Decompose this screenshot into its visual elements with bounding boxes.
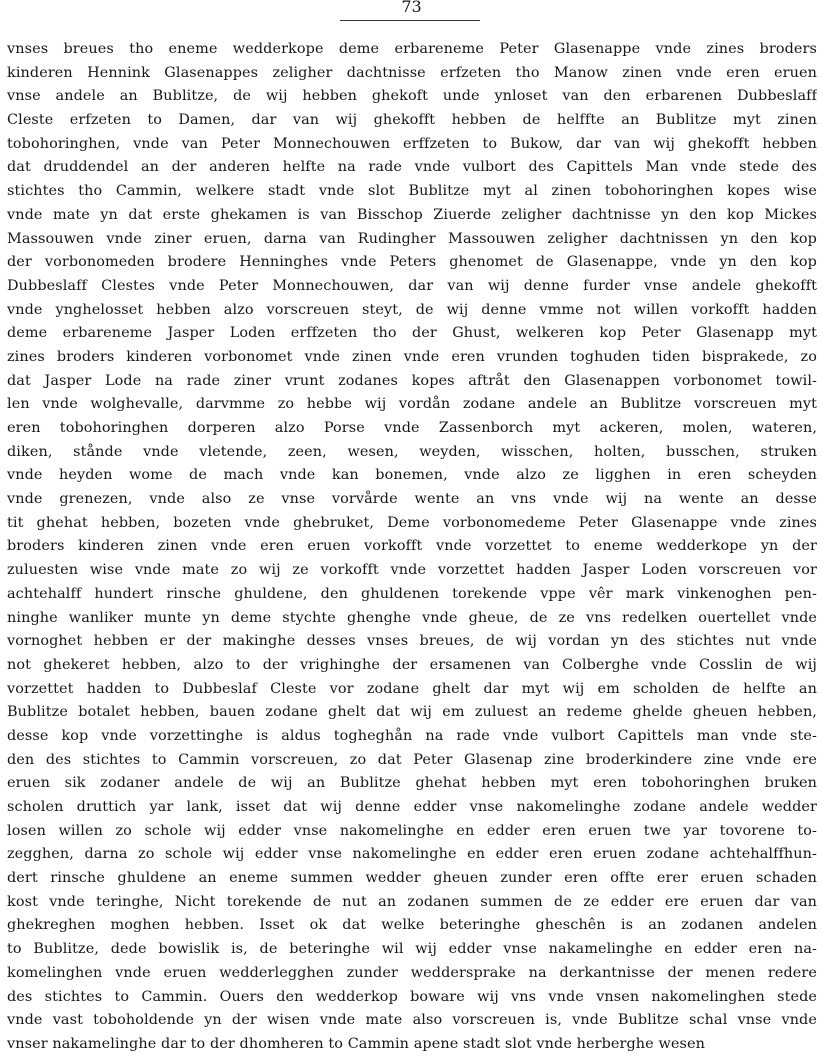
text-line: losen willen zo schole wij edder vnse nakomelinghe en edder eren eruen twe yar tovorene to-	[7, 822, 817, 839]
text-line: kinderen Hennink Glasenappes zeligher dachtnisse erfzeten tho Manow zinen vnde eren eruen	[7, 64, 817, 81]
text-line: dat Jasper Lode na rade ziner vrunt zodanes kopes aftråt den Glasenappen vorbonomet towil-	[7, 372, 817, 389]
header-rule	[340, 20, 480, 21]
text-line: vnde mate yn dat erste ghekamen is van Bisschop Ziuerde zeligher dachtnisse yn den kop Mickes	[7, 206, 817, 223]
text-line: vnses breues tho eneme wedderkope deme erbareneme Peter Glasenappe vnde zines broders	[7, 41, 817, 57]
text-line: zuluesten wise vnde mate zo wij ze vorkofft vnde vorzettet hadden Jasper Loden vorscreuen vor	[7, 562, 817, 579]
text-line: vnse andele an Bublitze, de wij hebben ghekoft unde ynloset van den erbarenen Dubbeslaff	[7, 88, 817, 105]
text-line: stichtes tho Cammin, welkere stadt vnde slot Bublitze myt al zinen tobohoringhen kopes wise	[7, 183, 817, 200]
text-line: vnde ynghelosset hebben alzo vorscreuen steyt, de wij denne vmme not willen vorkofft hadden	[7, 301, 817, 318]
text-line: to Bublitze, dede bowislik is, de beteringhe wil wij edder vnse nakamelinghe en edder eren na-	[7, 941, 817, 958]
text-line: vnde grenezen, vnde also ze vnse vorvårde wente an vns vnde wij na wente an desse	[7, 491, 817, 508]
text-line: eren tobohoringhen dorperen alzo Porse vnde Zassenborch myt ackeren, molen, wateren,	[7, 420, 817, 436]
text-line: ninghe wanliker munte yn deme stychte ghenghe vnde gheue, de ze vns redelken ouertellet vnde	[7, 609, 817, 626]
text-line: tobohoringhen, vnde van Peter Monnechouwen erffzeten to Bukow, dar van wij ghekofft hebben	[7, 135, 817, 152]
text-line: den des stichtes to Cammin vorscreuen, zo dat Peter Glasenap zine broderkindere zine vnde ere	[7, 751, 817, 768]
text-line: scholen druttich yar lank, isset dat wij denne edder vnse nakomelinghe zodane andele wedder	[7, 799, 817, 815]
text-line: zines broders kinderen vorbonomet vnde zinen vnde eren vrunden toghuden tiden bisprakede, zo	[7, 348, 817, 365]
text-line: desse kop vnde vorzettinghe is aldus togheghån na rade vnde vulbort Capittels man vnde ste-	[7, 727, 817, 744]
text-line: kost vnde teringhe, Nicht torekende de nut an zodanen summen de ze edder ere eruen dar van	[7, 893, 817, 910]
text-line: komelinghen vnde eruen wedderlegghen zunder weddersprake na derkantnisse der menen redere	[7, 964, 817, 981]
text-line: Dubbeslaff Clestes vnde Peter Monnechouwen, dar van wij denne furder vnse andele ghekofft	[7, 277, 817, 294]
text-line: der vorbonomeden brodere Henninghes vnde Peters ghenomet de Glasenappe, vnde yn den kop	[7, 254, 817, 271]
text-line: zegghen, darna zo schole wij edder vnse nakomelinghe en edder eren eruen zodane achtehalffhun-	[7, 846, 817, 863]
text-line: broders kinderen zinen vnde eren eruen vorkofft vnde vorzettet to eneme wedderkope yn der	[7, 538, 817, 555]
body-text	[7, 38, 817, 1057]
text-line: Bublitze botalet hebben, bauen zodane ghelt dat wij em zuluest an redeme ghelde gheuen hebben,	[7, 704, 817, 721]
text-line: vnser nakamelinghe dar to der dhomheren to Cammin apene stadt slot vnde herberghe wesen	[7, 1035, 705, 1052]
text-line: vnde vast toboholdende yn der wisen vnde mate also vorscreuen is, vnde Bublitze schal vnse vnde	[7, 1012, 817, 1029]
text-line: not ghekeret hebben, alzo to der vrighinghe der ersamenen van Colberghe vnde Cosslin de wij	[7, 656, 817, 673]
text-line: achtehalff hundert rinsche ghuldene, den ghuldenen torekende vppe vêr mark vinkenoghen pen-	[7, 585, 817, 602]
text-line: des stichtes to Cammin. Ouers den wedderkop boware wij vns vnde vnsen nakomelinghen stede	[7, 988, 817, 1005]
text-line: vornoghet hebben er der makinghe desses vnses breues, de wij vordan yn des stichtes nut vnde	[7, 633, 817, 650]
text-line: ghekreghen moghen hebben. Isset ok dat welke beteringhe gheschên is an zodanen andelen	[7, 917, 817, 934]
text-line: diken, stånde vnde vletende, zeen, wesen, weyden, wisschen, holten, busschen, struken	[7, 443, 817, 460]
text-line: Massouwen vnde ziner eruen, darna van Rudingher Massouwen zeligher dachtnissen yn den kop	[7, 230, 817, 247]
text-line: eruen sik zodaner andele de wij an Bublitze ghehat hebben myt eren tobohoringhen bruken	[7, 775, 817, 792]
page-number: 73	[401, 0, 422, 16]
text-line: vnde heyden wome de mach vnde kan bonemen, vnde alzo ze ligghen in eren scheyden	[7, 467, 817, 484]
text-line: vorzettet hadden to Dubbeslaf Cleste vor zodane ghelt dar myt wij em scholden de helfte an	[7, 680, 817, 697]
text-line: len vnde wolghevalle, darvmme zo hebbe wij vordån zodane andele an Bublitze vorscreuen myt	[7, 396, 817, 413]
text-line: tit ghehat hebben, bozeten vnde ghebruket, Deme vorbonomedeme Peter Glasenappe vnde zines	[7, 514, 817, 531]
text-line: Cleste erfzeten to Damen, dar van wij ghekofft hebben de helffte an Bublitze myt zinen	[7, 112, 817, 129]
text-line: dat druddendel an der anderen helfte na rade vnde vulbort des Capittels Man vnde stede des	[7, 159, 817, 176]
text-line: deme erbareneme Jasper Loden erffzeten tho der Ghust, welkeren kop Peter Glasenapp myt	[7, 325, 817, 342]
text-line: dert rinsche ghuldene an eneme summen wedder gheuen zunder eren offte erer eruen schaden	[7, 870, 817, 887]
